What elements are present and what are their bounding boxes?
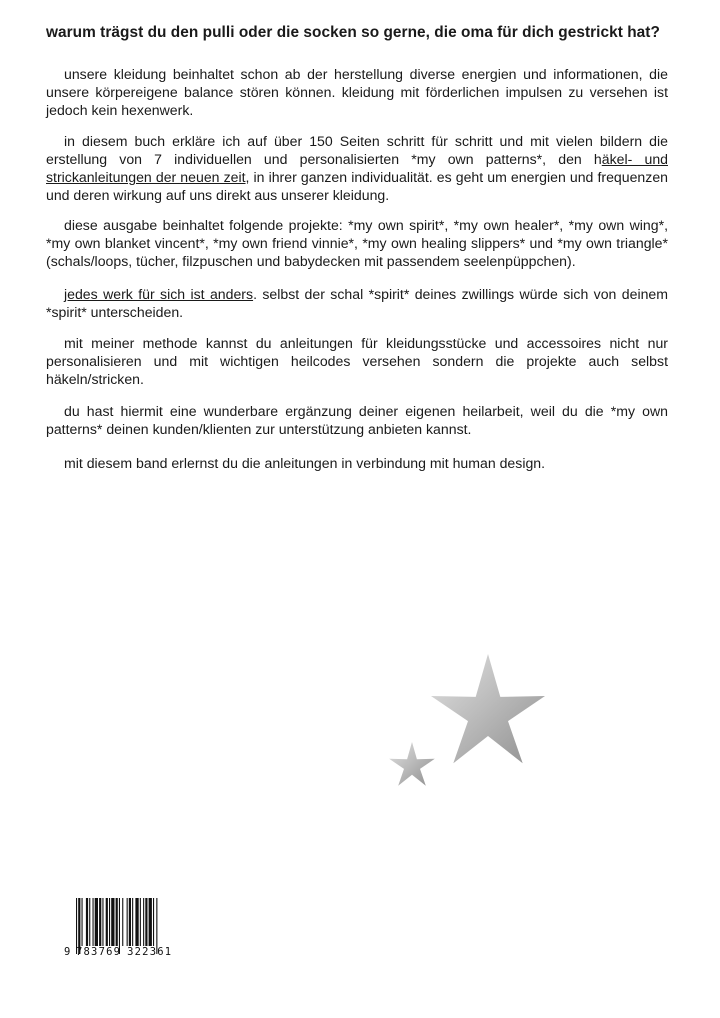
barcode-bar [122,898,123,946]
barcode-bar [143,898,144,946]
barcode-bar [86,898,88,946]
barcode-bar [89,898,90,946]
barcode-bar [102,898,103,946]
underlined-phrase: jedes werk für sich ist anders [64,286,254,302]
barcode-bar [135,898,138,946]
paragraph-method: mit meiner methode kannst du anleitungen für kleidungsstücke und accessoires nicht nur personalisieren und mit wichtigen heilcodes versehen sondern die projekte auch selbst häkeln/stricken. [46,335,668,387]
paragraph-uniqueness [46,285,668,321]
barcode-bar [116,898,118,946]
isbn-number [64,946,198,958]
barcode-bar [129,898,131,946]
star-icon [389,742,435,786]
barcode-bar [82,898,83,946]
page-title: warum trägst du den pulli oder die socken so gerne, die oma für dich gestrickt hat? [46,24,660,41]
isbn-digit: 9 [64,946,72,958]
barcode-bar [93,898,94,946]
paragraph-projects: diese ausgabe beinhaltet folgende projekte: *my own spirit*, *my own healer*, *my own wing*, *my own blanket vincent*, *my own friend vinnie*, *my own healing slippers* und *my own triangle* (schals/loops, tücher, filzpuschen und babydecken mit passendem seelenpüppchen). [46,217,668,269]
isbn-digits: 783769 [76,946,122,958]
underlined-phrase: äkel- und strickanleitungen der neuen zeit [46,151,668,185]
paragraph-book-description [46,132,668,204]
barcode-bar [106,898,108,946]
paragraph-intro: unsere kleidung beinhaltet schon ab der herstellung diverse energien und informationen, die unsere körpereigene balance stören können. kleidung mit förderlichen impulsen zu versehen ist jedoch kein hexenwerk. [46,66,668,118]
star-icon [431,654,545,763]
paragraph-text: . selbst der schal *spirit* deines zwillings würde sich von deinem *spirit* unterscheiden. [46,286,668,320]
barcode-bar [153,898,154,946]
barcode-bar [109,898,110,946]
barcode-bar [132,898,133,946]
paragraph-human-design: mit diesem band erlernst du die anleitungen in verbindung mit human design. [64,455,546,471]
stars-decoration [380,648,560,798]
barcode-bar [111,898,114,946]
barcode-bar [149,898,152,946]
isbn-digits: 322361 [127,946,173,958]
barcode-bar [127,898,128,946]
paragraph-text: , in ihrer ganzen individualität. es geht um energien und frequenzen und deren wirkung auf uns direkt aus unserer kleidung. [46,169,668,203]
barcode-bar [99,898,101,946]
barcode-bar [95,898,98,946]
barcode-bar [145,898,147,946]
paragraph-healing-work: du hast hiermit eine wunderbare ergänzung deiner eigenen heilarbeit, weil du die *my own patterns* deinen kunden/klienten zur unterstützung anbieten kannst. [46,403,668,437]
paragraph-text: in diesem buch erkläre ich auf über 150 Seiten schritt für schritt und mit vielen bildern die erstellung von 7 individuellen und personalisierten *my own patterns*, den h [46,133,668,167]
barcode-bar [140,898,141,946]
